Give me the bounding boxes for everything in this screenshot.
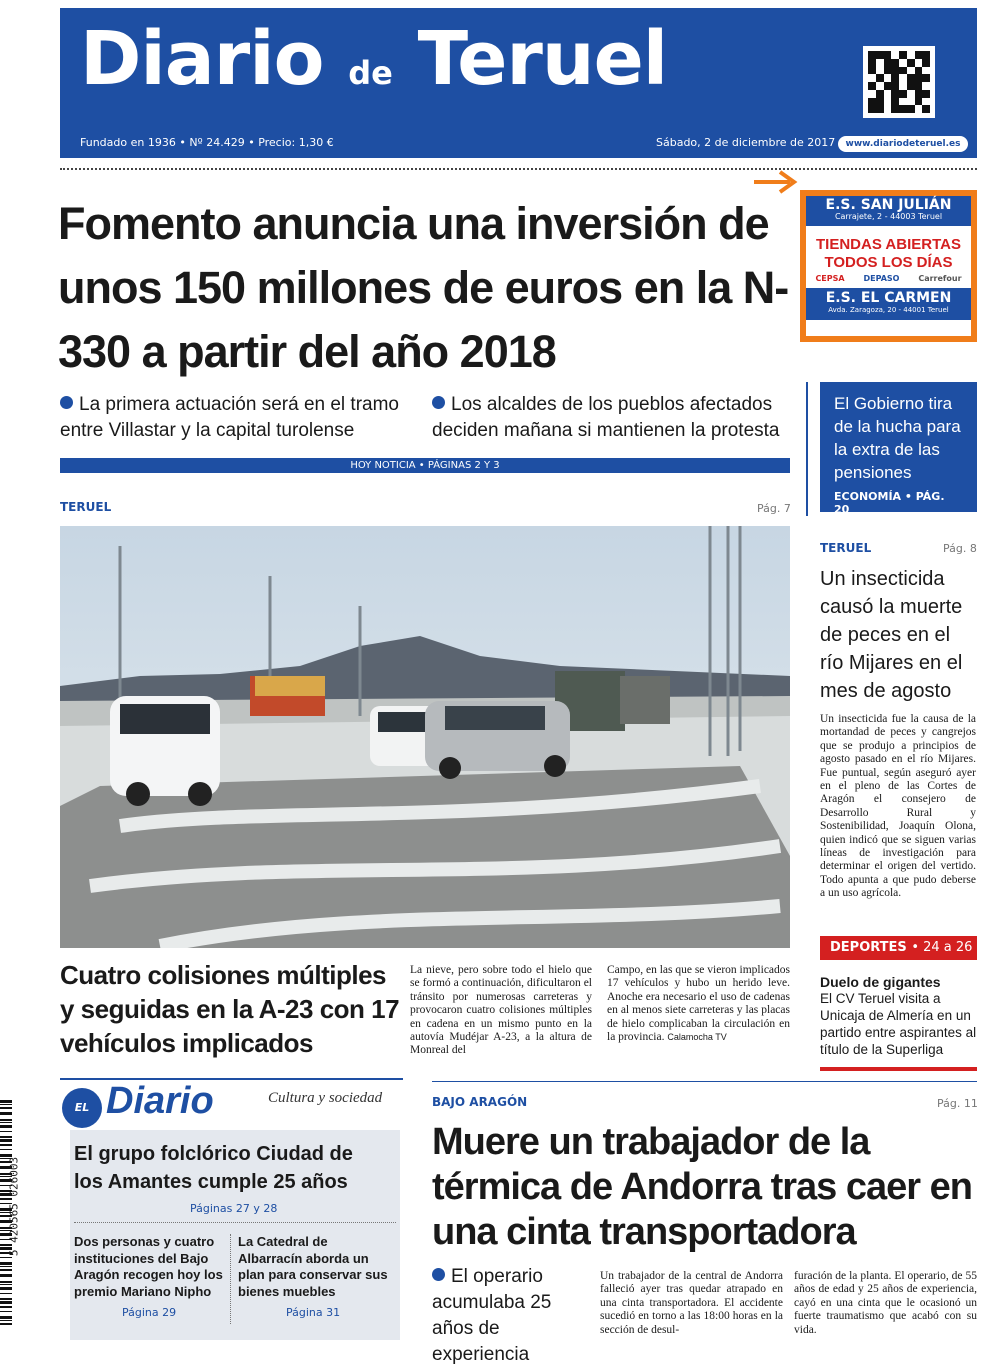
issue-info: Fundado en 1936 • Nº 24.429 • Precio: 1,30 € <box>80 136 334 149</box>
ad-header: E.S. SAN JULIÁN Carrajete, 2 - 44003 Teruel <box>806 196 971 226</box>
section-label: TERUEL <box>60 500 112 514</box>
gas-station-ad[interactable]: E.S. SAN JULIÁN Carrajete, 2 - 44003 Teruel TIENDAS ABIERTAS TODOS LOS DÍAS CEPSA DEPASO Carrefour E.S. EL CARMEN Avda. Zaragoza, 20 - 44001 Teruel <box>800 190 977 342</box>
bullet-icon <box>432 1268 445 1281</box>
cultura-story-1[interactable]: Dos personas y cuatro instituciones del Bajo Aragón recogen hoy los premio Mariano Nipho <box>74 1234 223 1299</box>
ad-brands: CEPSA DEPASO Carrefour <box>815 274 962 283</box>
arrow-right-icon <box>752 170 800 194</box>
bajo-sub: El operario acumulaba 25 años de experiencia <box>432 1266 552 1365</box>
cultura-main-pages: Páginas 27 y 28 <box>190 1202 278 1215</box>
insecticida-headline[interactable]: Un insecticida causó la muerte de peces en el río Mijares en el mes de agosto <box>820 568 963 702</box>
page-ref: Pág. 11 <box>937 1097 978 1110</box>
page-ref: Pág. 7 <box>757 502 791 515</box>
cultura-divider <box>74 1222 396 1223</box>
diario-logo[interactable]: Diario <box>106 1080 214 1122</box>
cultura-main-headline[interactable]: El grupo folclórico Ciudad de los Amantes cumple 25 años <box>74 1143 353 1193</box>
lead-sub-2: Los alcaldes de los pueblos afectados deciden mañana si mantienen la protesta <box>432 394 780 441</box>
deportes-bar[interactable]: DEPORTES • 24 a 26 <box>820 936 977 960</box>
cultura-panel <box>70 1130 400 1340</box>
website-link[interactable]: www.diariodeteruel.es <box>838 136 968 152</box>
dotted-divider <box>60 168 977 170</box>
page-ref: Pág. 8 <box>943 542 977 555</box>
deportes-title[interactable]: Duelo de gigantes <box>820 974 941 990</box>
section-label: BAJO ARAGÓN <box>432 1095 528 1109</box>
diario-logo-icon: EL <box>62 1088 102 1128</box>
lead-headline[interactable]: Fomento anuncia una inversión de unos 150 millones de euros en la N-330 a partir del año 2018 <box>58 198 789 377</box>
gobierno-teaser[interactable]: El Gobierno tira de la hucha para la extra de las pensiones ECONOMÍA • PÁG. 20 <box>820 382 977 512</box>
cultura-story-2[interactable]: La Catedral de Albarracín aborda un plan para conservar sus bienes muebles <box>238 1234 388 1299</box>
insecticida-body: Un insecticida fue la causa de la mortandad de peces y cangrejos que se produjo a principios de agosto pasado en el río Mijares. Fue puntual, según aseguró ayer en el pleno de las Cortes de Aragón el consejero de Desarrollo Rural y Sostenibilidad, Joaquín Olona, quien indicó que se siguen varias líneas de investigación para determinar el origen del vertido. Todo apunta a que pudo deberse a un uso agrícola. <box>820 713 976 900</box>
cultura-story-2-page: Página 31 <box>286 1306 341 1319</box>
lead-sub-1: La primera actuación será en el tramo entre Villastar y la capital turolense <box>60 394 399 441</box>
ad-footer: E.S. EL CARMEN Avda. Zaragoza, 20 - 44001 Teruel <box>806 288 971 320</box>
bullet-icon <box>60 396 73 409</box>
barcode-number: 5 420565 026003 <box>7 1156 21 1257</box>
deportes-rule <box>820 1067 977 1071</box>
bajo-body-col2: furación de la planta. El operario, de 55 años de edad y 25 años de experiencia, cayó en una cinta que le ocasionó un fuerte traumatismo que acabó con su vida. <box>794 1270 977 1336</box>
snow-highway-photo[interactable] <box>60 526 790 948</box>
qr-code-icon[interactable] <box>863 46 935 118</box>
deportes-body: El CV Teruel visita a Unicaja de Almería en un partido entre aspirantes al título de la Superliga <box>820 991 977 1057</box>
bajo-headline[interactable]: Muere un trabajador de la térmica de Andorra tras caer en una cinta transportadora <box>432 1121 972 1253</box>
bajo-rule <box>432 1081 977 1082</box>
barcode <box>0 1100 22 1330</box>
photo-headline[interactable]: Cuatro colisiones múltiples y seguidas en la A-23 con 17 vehículos implicados <box>60 960 400 1058</box>
bullet-icon <box>432 396 445 409</box>
section-label: TERUEL <box>820 541 872 555</box>
bajo-body-col1: Un trabajador de la central de Andorra falleció ayer tras quedar atrapado en una cinta transportadora. El accidente sucedió en torno a las 18:00 horas en la sección de desul- <box>600 1270 783 1336</box>
photo-body-col2: Campo, en las que se vieron implicados 17 vehículos y hubo un herido leve. Anoche era necesario el uso de cadenas en al menos siete carreteras y las placas de hielo complicaban la circulación en la provincia. Calamocha TV <box>607 964 791 1044</box>
photo-body-col1: La nieve, pero sobre todo el hielo que se formó a continuación, dificultaron el tránsito por numerosas carreteras y provocaron cuatro colisiones múltiples en cadena en un mismo punto en la autovía Mudéjar A-23, a la altura de Monreal del <box>410 964 592 1057</box>
hoy-noticia-bar[interactable]: HOY NOTICIA • PÁGINAS 2 Y 3 <box>60 458 790 473</box>
cultura-vdivider <box>230 1234 231 1324</box>
newspaper-logo[interactable]: Diario de Teruel <box>80 16 668 102</box>
cultura-story-1-page: Página 29 <box>122 1306 177 1319</box>
cultura-tagline: Cultura y sociedad <box>268 1090 383 1106</box>
box-rule <box>806 382 808 516</box>
issue-date: Sábado, 2 de diciembre de 2017 <box>656 136 836 149</box>
photo-credit: Calamocha TV <box>667 1032 727 1043</box>
masthead <box>60 8 977 158</box>
